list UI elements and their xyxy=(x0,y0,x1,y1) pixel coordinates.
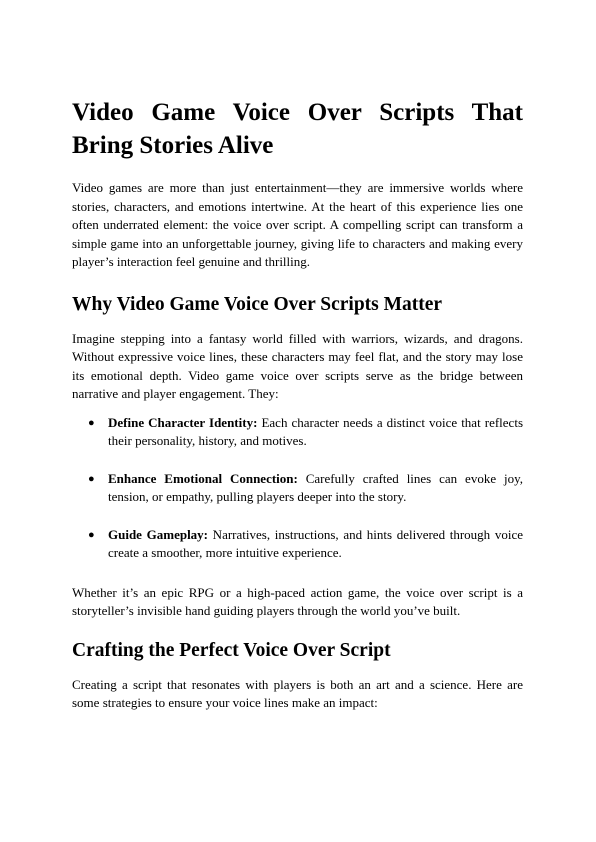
bullet-icon: ● xyxy=(88,472,95,485)
list-item-text: Each character needs a distinct voice that reflects their personality, history, and motives. xyxy=(108,414,523,448)
list-item xyxy=(72,470,523,507)
page-title-line-1: Video Game Voice Over Scripts That xyxy=(72,99,523,126)
section-closing-paragraph: Whether it’s an epic RPG or a high-paced action game, the voice over script is a storyteller’s invisible hand guiding players through the world you’ve built. xyxy=(72,584,523,618)
document-page xyxy=(72,96,523,713)
bullet-icon: ● xyxy=(88,416,95,429)
benefits-list xyxy=(72,414,523,563)
section-paragraph-crafting-script: Creating a script that resonates with players is both an art and a science. Here are some strategies to ensure your voice lines make an impact: xyxy=(72,676,523,710)
intro-paragraph: Video games are more than just entertainment—they are immersive worlds where stories, characters, and emotions intertwine. At the heart of this experience lies one often underrated element: the voice over script. A compelling script can transform a simple game into an unforgettable journey, giving life to characters and making every player’s interaction feel genuine and thrilling. xyxy=(72,180,523,269)
list-item-text: Narratives, instructions, and hints delivered through voice create a smoother, more intuitive experience. xyxy=(108,526,524,560)
list-item-title: Enhance Emotional Connection: xyxy=(108,470,298,486)
list-item-title: Guide Gameplay: xyxy=(108,526,209,542)
page-title xyxy=(72,96,523,162)
section-paragraph-why-scripts-matter: Imagine stepping into a fantasy world filled with warriors, wizards, and dragons. Without expressive voice lines, these characters may feel flat, and the story may lose its emotional depth. Video game voice over scripts serve as the bridge between narrative and player engagement. They: xyxy=(72,330,523,401)
list-item-text: Carefully crafted lines can evoke joy, tension, or empathy, pulling players deeper into the story. xyxy=(108,470,524,504)
section-heading-why-scripts-matter: Why Video Game Voice Over Scripts Matter xyxy=(72,293,443,315)
bullet-icon: ● xyxy=(88,528,95,541)
page-title-line-2: Bring Stories Alive xyxy=(72,132,274,159)
list-item xyxy=(72,526,523,563)
section-heading-crafting-script: Crafting the Perfect Voice Over Script xyxy=(72,639,391,661)
list-item xyxy=(72,414,523,451)
list-item-title: Define Character Identity: xyxy=(108,414,258,430)
